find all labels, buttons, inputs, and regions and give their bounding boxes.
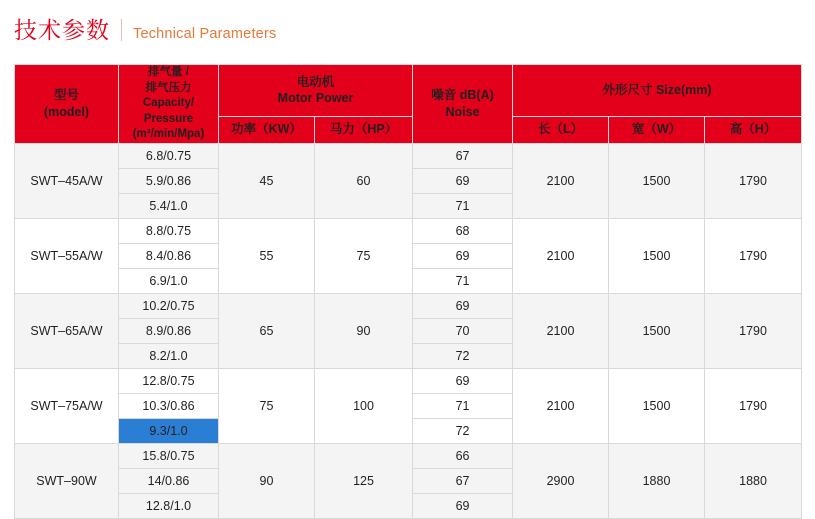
cell-noise: 71 [413, 193, 513, 218]
header-size-label: 外形尺寸 Size(mm) [602, 83, 712, 97]
cell-noise: 70 [413, 318, 513, 343]
cell-size-length: 2900 [513, 443, 609, 518]
cell-size-width: 1500 [609, 368, 705, 443]
header-capacity [119, 65, 219, 144]
cell-capacity-pressure: 8.2/1.0 [119, 343, 219, 368]
header-row-1 [15, 65, 802, 117]
table-row [15, 218, 802, 243]
technical-parameters-table [14, 64, 802, 519]
table-row [15, 143, 802, 168]
cell-power-hp: 125 [315, 443, 413, 518]
cell-capacity-pressure: 15.8/0.75 [119, 443, 219, 468]
cell-power-hp: 75 [315, 218, 413, 293]
cell-size-width: 1500 [609, 218, 705, 293]
header-power-hp: 马力（HP） [315, 116, 413, 143]
cell-capacity-pressure: 6.8/0.75 [119, 143, 219, 168]
cell-capacity-pressure: 10.2/0.75 [119, 293, 219, 318]
cell-model: SWT–75A/W [15, 368, 119, 443]
cell-capacity-pressure: 8.9/0.86 [119, 318, 219, 343]
cell-noise: 71 [413, 393, 513, 418]
page-title-cn: 技术参数 [14, 18, 110, 44]
cell-size-length: 2100 [513, 218, 609, 293]
table-head [15, 65, 802, 144]
cell-noise: 67 [413, 468, 513, 493]
cell-size-width: 1500 [609, 143, 705, 218]
cell-size-height: 1790 [705, 293, 802, 368]
cell-size-height: 1880 [705, 443, 802, 518]
header-motor-power [219, 65, 413, 117]
cell-noise: 72 [413, 343, 513, 368]
header-model [15, 65, 119, 144]
spec-table-container [14, 64, 801, 519]
cell-power-kw: 90 [219, 443, 315, 518]
header-model-cn: 型号 [53, 87, 79, 102]
header-noise [413, 65, 513, 144]
page-title-en: Technical Parameters [133, 26, 277, 42]
header-power-kw: 功率（KW） [219, 116, 315, 143]
cell-size-width: 1880 [609, 443, 705, 518]
cell-size-length: 2100 [513, 368, 609, 443]
header-capacity-l3: Capacity/ [142, 97, 195, 110]
header-size-height: 高（H） [705, 116, 802, 143]
cell-capacity-pressure: 8.4/0.86 [119, 243, 219, 268]
cell-power-hp: 100 [315, 368, 413, 443]
cell-model: SWT–90W [15, 443, 119, 518]
cell-noise: 71 [413, 268, 513, 293]
cell-capacity-pressure: 6.9/1.0 [119, 268, 219, 293]
cell-noise: 68 [413, 218, 513, 243]
header-capacity-l5: (m³/min/Mpa) [132, 128, 205, 141]
header-capacity-l4: Pressure [143, 112, 194, 125]
header-size-width: 宽（W） [609, 116, 705, 143]
cell-power-hp: 90 [315, 293, 413, 368]
cell-model: SWT–45A/W [15, 143, 119, 218]
table-body [15, 143, 802, 518]
cell-noise: 69 [413, 243, 513, 268]
cell-size-length: 2100 [513, 143, 609, 218]
cell-capacity-pressure: 5.4/1.0 [119, 193, 219, 218]
cell-noise: 72 [413, 418, 513, 443]
page-title [0, 0, 815, 46]
header-size [513, 65, 802, 117]
header-size-length: 长（L） [513, 116, 609, 143]
cell-noise: 67 [413, 143, 513, 168]
cell-size-width: 1500 [609, 293, 705, 368]
cell-capacity-pressure: 8.8/0.75 [119, 218, 219, 243]
cell-noise: 69 [413, 293, 513, 318]
table-row [15, 293, 802, 318]
cell-size-length: 2100 [513, 293, 609, 368]
cell-capacity-pressure: 5.9/0.86 [119, 168, 219, 193]
title-divider [121, 19, 122, 41]
cell-noise: 69 [413, 368, 513, 393]
cell-power-hp: 60 [315, 143, 413, 218]
cell-capacity-pressure: 10.3/0.86 [119, 393, 219, 418]
cell-size-height: 1790 [705, 143, 802, 218]
cell-power-kw: 45 [219, 143, 315, 218]
header-noise-l2: Noise [445, 104, 480, 119]
cell-capacity-pressure: 14/0.86 [119, 468, 219, 493]
cell-capacity-pressure: 12.8/0.75 [119, 368, 219, 393]
cell-noise: 69 [413, 493, 513, 518]
header-capacity-l1: 排气量 / [148, 66, 189, 78]
cell-size-height: 1790 [705, 218, 802, 293]
header-capacity-l2: 排气压力 [145, 81, 192, 94]
header-noise-l1: 噪音 dB(A) [431, 87, 494, 102]
cell-power-kw: 55 [219, 218, 315, 293]
table-row [15, 443, 802, 468]
cell-model: SWT–55A/W [15, 218, 119, 293]
cell-capacity-pressure: 12.8/1.0 [119, 493, 219, 518]
table-row [15, 368, 802, 393]
header-model-en: (model) [43, 104, 90, 119]
cell-size-height: 1790 [705, 368, 802, 443]
cell-noise: 66 [413, 443, 513, 468]
cell-model: SWT–65A/W [15, 293, 119, 368]
header-motor-en: Motor Power [277, 91, 354, 106]
cell-power-kw: 75 [219, 368, 315, 443]
header-motor-cn: 电动机 [296, 74, 335, 89]
cell-noise: 69 [413, 168, 513, 193]
cell-power-kw: 65 [219, 293, 315, 368]
cell-capacity-pressure: 9.3/1.0 [119, 418, 219, 443]
